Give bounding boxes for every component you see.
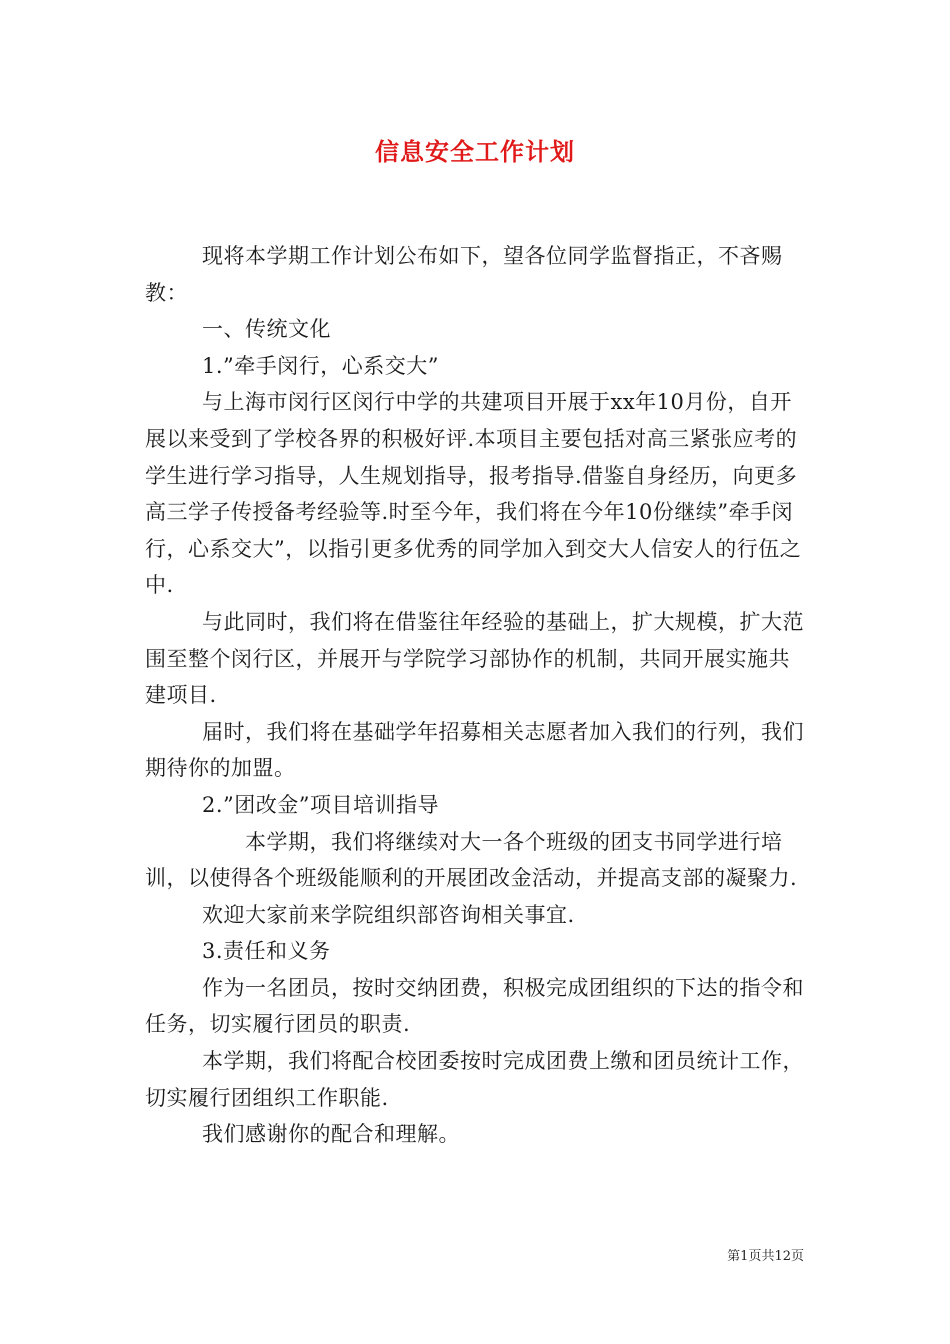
paragraph: 届时，我们将在基础学年招募相关志愿者加入我们的行列，我们期待你的加盟。 bbox=[145, 719, 804, 781]
paragraph: 欢迎大家前来学院组织部咨询相关事宜. bbox=[202, 902, 575, 927]
paragraph-intro: 现将本学期工作计划公布如下，望各位同学监督指正，不吝赐教： bbox=[145, 244, 783, 305]
section-heading-traditional-culture: 一、传统文化 bbox=[202, 317, 331, 342]
document-title: 信息安全工作计划 bbox=[375, 137, 575, 166]
paragraph: 本学期，我们将配合校团委按时完成团费上缴和团员统计工作，切实履行团组织工作职能. bbox=[145, 1049, 804, 1110]
paragraph: 与此同时，我们将在借鉴往年经验的基础上，扩大规模，扩大范围至整个闵行区，并展开与学院学习部协作的机制，共同开展实施共建项目. bbox=[145, 609, 804, 708]
subheading-item-2: 2.”团改金”项目培训指导 bbox=[202, 792, 440, 817]
paragraph: 与上海市闵行区闵行中学的共建项目开展于xx年10月份，自开展以来受到了学校各界的积极好评.本项目主要包括对高三紧张应考的学生进行学习指导，人生规划指导，报考指导.借鉴自身经历，向更多高三学子传授备考经验等.时至今年，我们将在今年10份继续”牵手闵行，心系交大”，以指引更多优秀的同学加入到交大人信安人的行伍之中. bbox=[145, 390, 802, 598]
page-number-footer: 第1页共12页 bbox=[727, 1249, 804, 1264]
subheading-item-1: 1.”牵手闵行，心系交大” bbox=[202, 353, 440, 378]
paragraph: 本学期，我们将继续对大一各个班级的团支书同学进行培训，以使得各个班级能顺利的开展团改金活动，并提高支部的凝聚力. bbox=[145, 829, 798, 891]
paragraph: 作为一名团员，按时交纳团费，积极完成团组织的下达的指令和任务，切实履行团员的职责. bbox=[145, 975, 804, 1037]
subheading-item-3: 3.责任和义务 bbox=[202, 939, 331, 964]
document-body bbox=[145, 238, 810, 1153]
paragraph: 我们感谢你的配合和理解。 bbox=[202, 1122, 460, 1147]
